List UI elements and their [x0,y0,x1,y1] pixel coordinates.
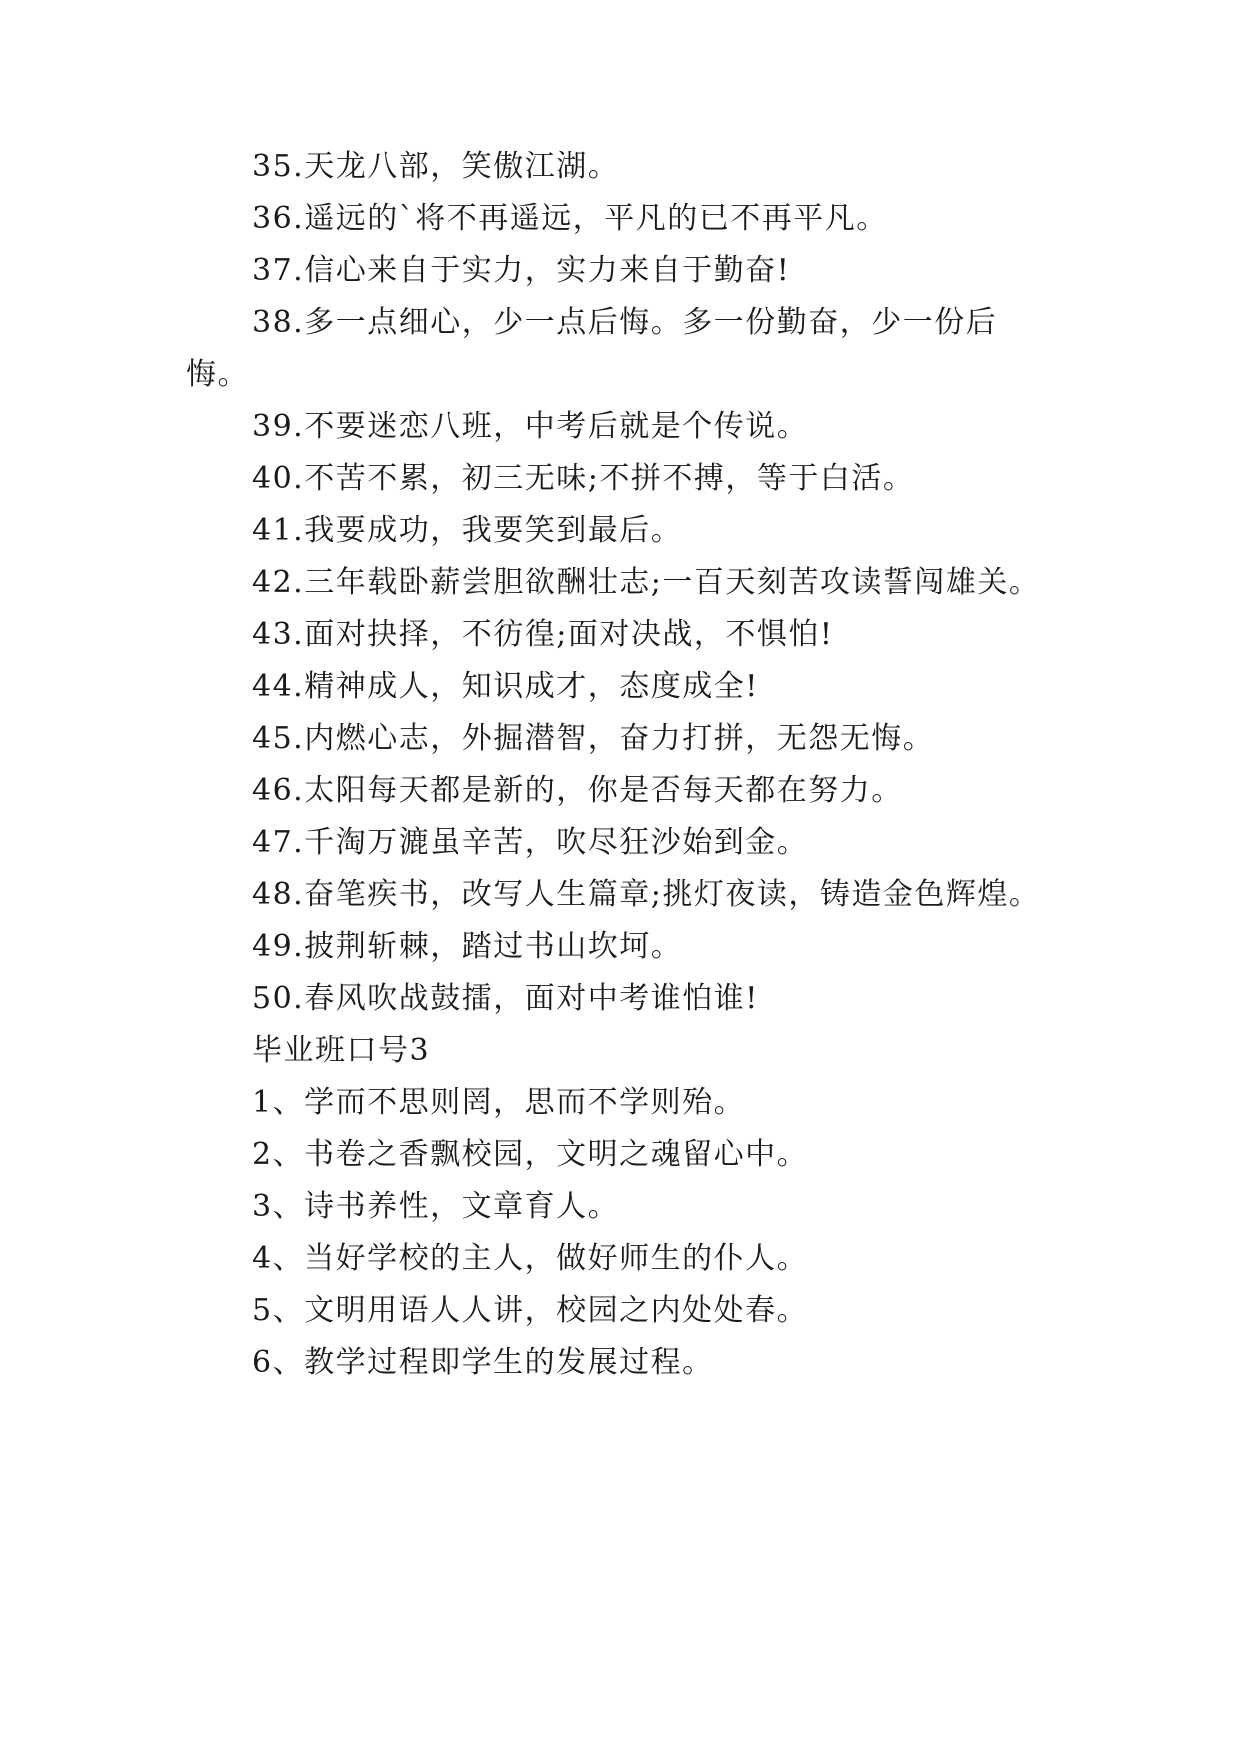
slogan-line-46: 46.太阳每天都是新的，你是否每天都在努力。 [252,773,903,808]
slogan-line-42: 42.三年载卧薪尝胆欲酬壮志;一百天刻苦攻读誓闯雄关。 [252,565,1041,600]
slogan-line-47: 47.千淘万漉虽辛苦，吹尽狂沙始到金。 [252,825,809,860]
slogan-line-40: 40.不苦不累，初三无味;不拼不搏，等于白活。 [252,461,915,496]
slogan-line-37: 37.信心来自于实力，实力来自于勤奋! [252,253,791,288]
slogan-line-48: 48.奋笔疾书，改写人生篇章;挑灯夜读，铸造金色辉煌。 [252,877,1041,912]
slogan-line-35: 35.天龙八部，笑傲江湖。 [252,149,620,184]
slogan-line-50: 50.春风吹战鼓擂，面对中考谁怕谁! [252,981,759,1016]
section-heading: 毕业班口号3 [252,1033,431,1068]
slogan-line-38-continuation: 悔。 [186,357,249,392]
slogan-item-5: 5、文明用语人人讲，校园之内处处春。 [252,1293,809,1328]
slogan-line-38: 38.多一点细心，少一点后悔。多一份勤奋，少一份后 [252,305,998,340]
slogan-line-36: 36.遥远的`将不再遥远，平凡的已不再平凡。 [252,201,888,236]
slogan-item-3: 3、诗书养性，文章育人。 [252,1189,620,1224]
slogan-item-4: 4、当好学校的主人，做好师生的仆人。 [252,1241,809,1276]
slogan-item-2: 2、书卷之香飘校园，文明之魂留心中。 [252,1137,809,1172]
slogan-line-45: 45.内燃心志，外掘潜智，奋力打拼，无怨无悔。 [252,721,935,756]
slogan-line-39: 39.不要迷恋八班，中考后就是个传说。 [252,409,809,444]
slogan-item-6: 6、教学过程即学生的发展过程。 [252,1345,714,1380]
slogan-line-49: 49.披荆斩棘，踏过书山坎坷。 [252,929,683,964]
slogan-line-41: 41.我要成功，我要笑到最后。 [252,513,683,548]
slogan-line-44: 44.精神成人，知识成才，态度成全! [252,669,759,704]
slogan-item-1: 1、学而不思则罔，思而不学则殆。 [252,1085,746,1120]
slogan-line-43: 43.面对抉择，不彷徨;面对决战，不惧怕! [252,617,834,652]
